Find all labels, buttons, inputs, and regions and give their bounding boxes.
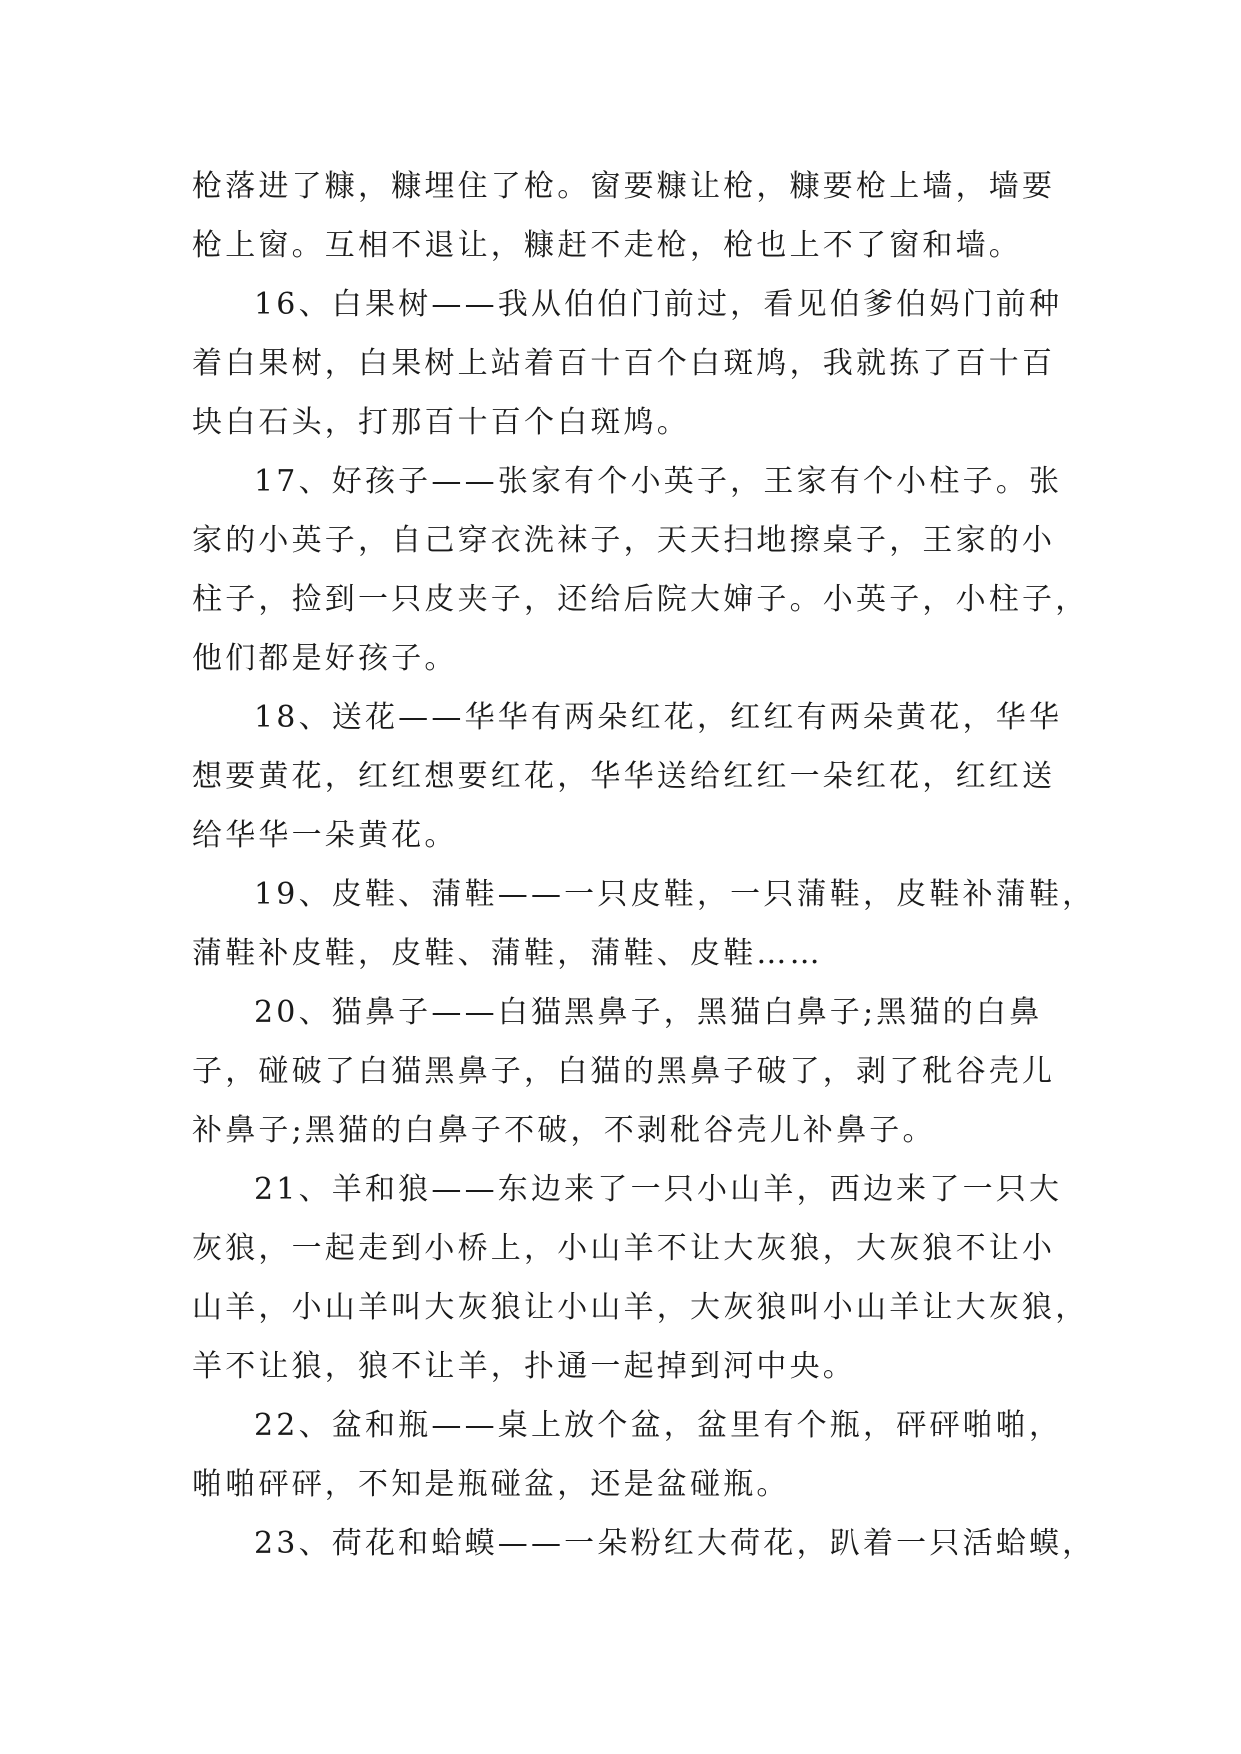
document-body	[192, 157, 1096, 1573]
text-line: 羊不让狼，狼不让羊，扑通一起掉到河中央。	[192, 1349, 856, 1384]
text-line: 补鼻子;黑猫的白鼻子不破，不剥秕谷壳儿补鼻子。	[192, 1113, 936, 1148]
text-line: 他们都是好孩子。	[192, 641, 458, 676]
paragraph-16-start: 16、白果树——我从伯伯门前过，看见伯爹伯妈门前种	[254, 287, 1063, 322]
text-line: 柱子，捡到一只皮夹子，还给后院大婶子。小英子，小柱子，	[192, 582, 1089, 617]
text-line: 给华华一朵黄花。	[192, 818, 458, 853]
paragraph-19-start: 19、皮鞋、蒲鞋——一只皮鞋，一只蒲鞋，皮鞋补蒲鞋，	[254, 877, 1096, 912]
paragraph-21-start: 21、羊和狼——东边来了一只小山羊，西边来了一只大	[254, 1172, 1063, 1207]
paragraph-17-start: 17、好孩子——张家有个小英子，王家有个小柱子。张	[254, 464, 1063, 499]
text-line: 枪上窗。互相不退让，糠赶不走枪，枪也上不了窗和墙。	[192, 228, 1022, 263]
text-line: 蒲鞋补皮鞋，皮鞋、蒲鞋，蒲鞋、皮鞋……	[192, 936, 823, 971]
text-line: 灰狼，一起走到小桥上，小山羊不让大灰狼，大灰狼不让小	[192, 1231, 1056, 1266]
text-line: 子，碰破了白猫黑鼻子，白猫的黑鼻子破了，剥了秕谷壳儿	[192, 1054, 1056, 1089]
text-line: 山羊，小山羊叫大灰狼让小山羊，大灰狼叫小山羊让大灰狼，	[192, 1290, 1089, 1325]
paragraph-20-start: 20、猫鼻子——白猫黑鼻子，黑猫白鼻子;黑猫的白鼻	[254, 995, 1043, 1030]
paragraph-22-start: 22、盆和瓶——桌上放个盆，盆里有个瓶，砰砰啪啪，	[254, 1408, 1063, 1443]
paragraph-23-start: 23、荷花和蛤蟆——一朵粉红大荷花，趴着一只活蛤蟆，	[254, 1526, 1096, 1561]
text-line: 块白石头，打那百十百个白斑鸠。	[192, 405, 690, 440]
text-line: 家的小英子，自己穿衣洗袜子，天天扫地擦桌子，王家的小	[192, 523, 1056, 558]
text-line: 想要黄花，红红想要红花，华华送给红红一朵红花，红红送	[192, 759, 1056, 794]
paragraph-18-start: 18、送花——华华有两朵红花，红红有两朵黄花，华华	[254, 700, 1063, 735]
text-line: 枪落进了糠，糠埋住了枪。窗要糠让枪，糠要枪上墙，墙要	[192, 169, 1056, 204]
text-line: 着白果树，白果树上站着百十百个白斑鸠，我就拣了百十百	[192, 346, 1056, 381]
text-line: 啪啪砰砰，不知是瓶碰盆，还是盆碰瓶。	[192, 1467, 790, 1502]
